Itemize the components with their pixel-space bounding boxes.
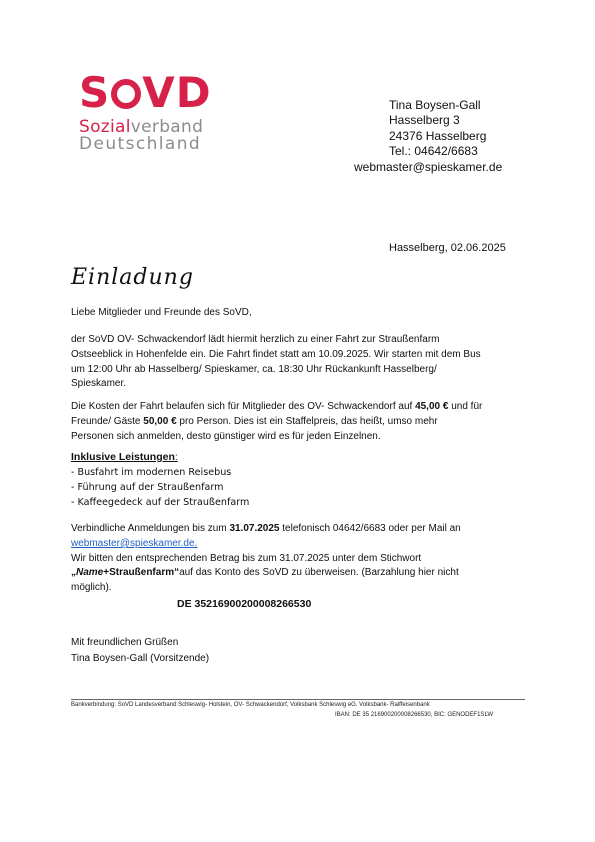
paragraph-costs-line <box>71 415 531 430</box>
text: und für <box>448 401 483 412</box>
text: Die Kosten der Fahrt belaufen sich für Mitglieder des OV- Schwackendorf auf <box>71 401 416 412</box>
registration-line: möglich). <box>71 582 112 594</box>
services-heading-text: Inklusive Leistungen <box>71 451 175 463</box>
iban-highlight: DE 35216900200008266530 <box>177 598 312 610</box>
text: Freunde/ Gäste <box>71 415 144 427</box>
logo-verband: verband <box>130 117 204 137</box>
list-item: - Kaffeegedeck auf der Straußenfarm <box>71 497 250 508</box>
services-list <box>71 465 249 510</box>
logo-letter-s: S <box>79 68 111 117</box>
registration-deadline: 31.07.2025 <box>229 523 280 534</box>
registration-line <box>71 566 531 581</box>
logo-letters-vd: VD <box>142 68 212 117</box>
paragraph-costs <box>71 400 531 444</box>
text: telefonisch 04642/6683 oder per Mail an <box>279 523 461 534</box>
sender-name: Tina Boysen-Gall <box>389 98 481 112</box>
paragraph-trip-line: Ostseeblick in Hohenfelde ein. Die Fahrt findet statt am 10.09.2025. Wir starten mit dem Bus <box>71 348 481 360</box>
quote-open: „ <box>71 567 76 579</box>
footer-bank-details: Bankverbindung: SoVD Landesverband Schleswig- Holstein, OV- Schwackendorf, Volksbank Schleswig eG. Volksbank- Raiffeisenbank <box>71 702 430 708</box>
paragraph-trip-line: der SoVD OV- Schwackendorf lädt hiermit herzlich zu einer Fahrt zur Straußenfarm <box>71 334 440 345</box>
registration-line <box>71 537 531 552</box>
registration-line <box>71 522 531 537</box>
paragraph-trip-line: um 12:00 Uhr ab Hasselberg/ Spieskamer, ca. 18:30 Uhr Rückankunft Hasselberg/ <box>71 363 437 375</box>
registration-line: Wir bitten den entsprechenden Betrag bis zum 31.07.2025 unter dem Stichwort <box>71 552 422 564</box>
sender-phone: Tel.: 04642/6683 <box>389 143 478 158</box>
services-heading-colon: : <box>174 451 178 463</box>
services-heading <box>71 451 178 463</box>
list-item: - Führung auf der Straußenfarm <box>71 482 224 493</box>
text: auf das Konto des SoVD zu überweisen. (Barzahlung hier nicht <box>179 567 459 579</box>
closing <box>71 635 531 666</box>
logo-wordmark-line2: Deutschland <box>79 134 202 154</box>
list-item: - Busfahrt im modernen Reisebus <box>71 467 232 478</box>
salutation: Liebe Mitglieder und Freunde des SoVD, <box>71 307 252 318</box>
paragraph-trip <box>71 333 531 392</box>
closing-greeting: Mit freundlichen Grüßen <box>71 637 179 648</box>
letter-title: Einladung <box>71 265 194 290</box>
sender-address <box>389 98 486 159</box>
logo-circle-icon <box>111 79 141 109</box>
sender-email: webmaster@spieskamer.de <box>354 160 503 174</box>
email-link[interactable]: webmaster@spieskamer.de. <box>71 537 198 549</box>
sovd-logo-mark <box>79 68 212 117</box>
text: Verbindliche Anmeldungen bis zum <box>71 523 230 534</box>
paragraph-registration <box>71 522 531 596</box>
logo-sozial: Sozial <box>79 117 131 137</box>
paragraph-costs-line: Personen sich anmelden, desto günstiger wird es für jeden Einzelnen. <box>71 430 381 442</box>
keyword-name: Name <box>76 567 104 579</box>
closing-signature: Tina Boysen-Gall (Vorsitzende) <box>71 652 210 664</box>
paragraph-costs-line <box>71 400 531 415</box>
text: pro Person. Dies ist ein Staffelpreis, das heißt, umso mehr <box>176 415 438 427</box>
keyword-farm: +Straußenfarm“ <box>103 567 180 579</box>
sender-street: Hasselberg 3 <box>389 113 460 128</box>
price-members: 45,00 € <box>415 401 449 412</box>
letter-date: Hasselberg, 02.06.2025 <box>389 242 506 254</box>
paragraph-trip-line: Spieskamer. <box>71 378 127 390</box>
sender-city: 24376 Hasselberg <box>389 128 487 143</box>
footer-iban: IBAN: DE 35 216900200008266530, BIC: GENODEF1SLW <box>335 712 493 718</box>
footer-divider <box>71 699 525 700</box>
price-guests: 50,00 € <box>143 415 177 427</box>
